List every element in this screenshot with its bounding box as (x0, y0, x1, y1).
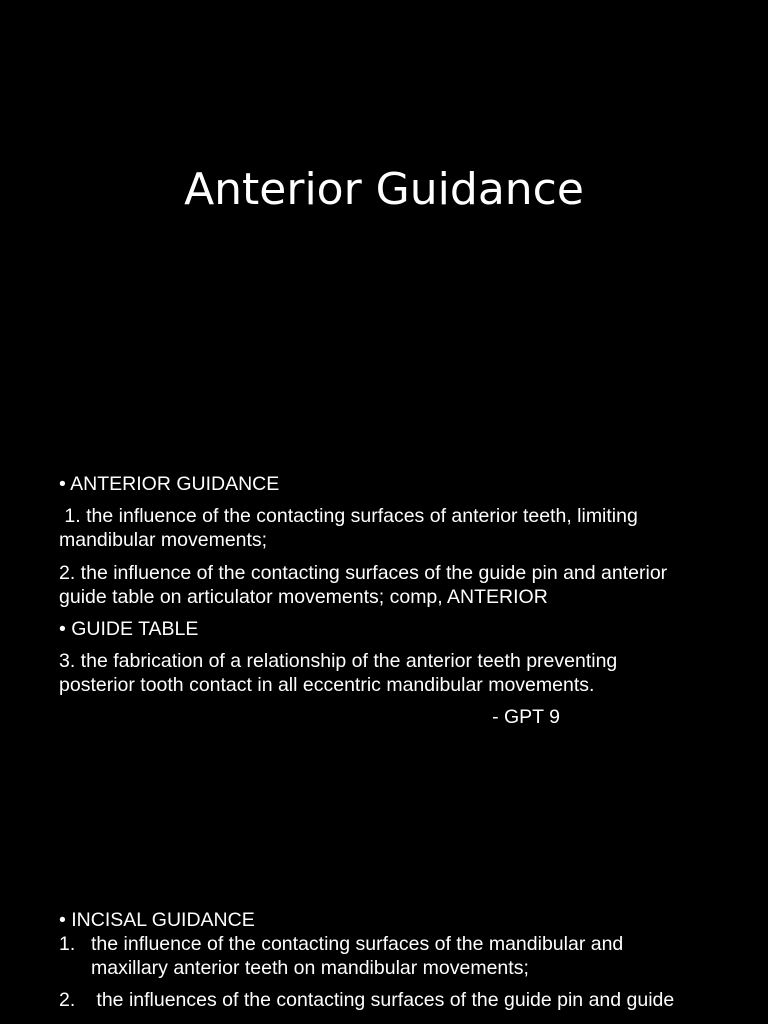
list-text-line-b: maxillary anterior teeth on mandibular movements; (91, 957, 529, 979)
definition-2-line-b: guide table on articulator movements; comp, ANTERIOR (59, 586, 548, 608)
incisal-guidance-block (59, 908, 719, 1012)
slide-title (0, 0, 768, 460)
heading-guide-table: • GUIDE TABLE (59, 618, 199, 640)
list-text-line-a: the influences of the contacting surfaces of the guide pin and guide (91, 989, 675, 1011)
list-item (59, 932, 719, 980)
list-text (91, 932, 719, 980)
definition-1-line-b: mandibular movements; (59, 529, 268, 551)
definition-2-line-a: 2. the influence of the contacting surfaces of the guide pin and anterior (59, 562, 668, 584)
list-number: 2. (59, 989, 76, 1011)
list-number: 1. (59, 933, 76, 955)
slide-title-text: Anterior Guidance (184, 164, 584, 215)
list-text-line-a: the influence of the contacting surfaces of the mandibular and (91, 933, 624, 955)
heading-anterior-guidance: • ANTERIOR GUIDANCE (59, 473, 280, 495)
heading-incisal-guidance: • INCISAL GUIDANCE (59, 909, 255, 931)
list-text (91, 988, 719, 1012)
definition-1-line-a: 1. the influence of the contacting surfaces of anterior teeth, limiting (59, 505, 638, 527)
attribution: - GPT 9 (492, 706, 560, 728)
definition-3-line-b: posterior tooth contact in all eccentric mandibular movements. (59, 674, 595, 696)
list-item (59, 988, 719, 1012)
definition-3-line-a: 3. the fabrication of a relationship of the anterior teeth preventing (59, 650, 618, 672)
definition-block (59, 472, 719, 729)
